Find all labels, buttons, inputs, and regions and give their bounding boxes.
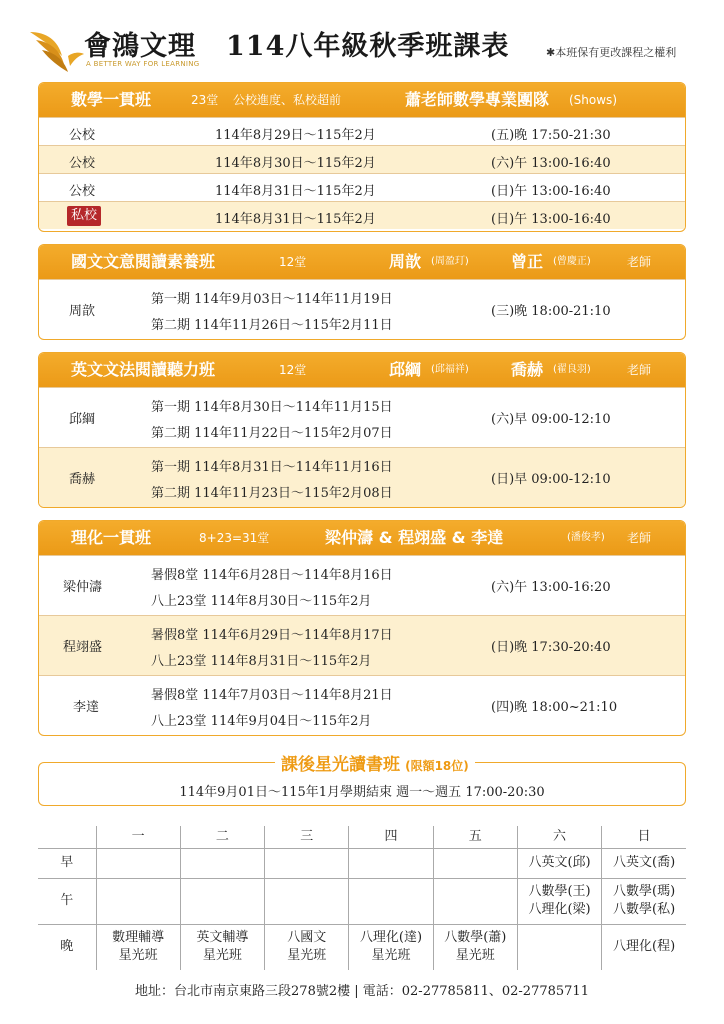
page-title: 114八年級秋季班課表 [226, 31, 510, 62]
class-time: (六)午 13:00-16:40 [491, 156, 611, 171]
course-line: 數理輔導 [112, 930, 165, 946]
class-time: (五)晚 17:50-21:30 [491, 128, 611, 143]
schedule-row [39, 447, 685, 507]
teacher-name: 喬赫 [511, 360, 544, 379]
teacher-name: 邱綱 [389, 360, 422, 379]
date-range: 114年8月31日～115年2月 [215, 212, 376, 227]
course-line: 八理化(梁) [528, 902, 591, 917]
science-class-header [39, 521, 685, 555]
period-2: 八上23堂 114年8月30日～115年2月 [151, 594, 372, 609]
class-name: 數學一貫班 [71, 90, 152, 109]
math-class-header [39, 83, 685, 117]
grid-cell [517, 848, 601, 878]
course-line: 英文輔導 [196, 930, 249, 946]
schedule-row [39, 675, 685, 735]
teacher-name: 邱綱 [69, 412, 96, 427]
teacher-real-name: (邱福祥) [431, 364, 469, 375]
teacher-suffix: 老師 [627, 531, 652, 545]
period-1: 暑假8堂 114年6月29日～114年8月17日 [151, 628, 393, 643]
period-1: 第一期 114年8月30日～114年11月15日 [151, 400, 393, 415]
teacher-name: 喬赫 [69, 472, 96, 487]
schedule-row [39, 279, 685, 339]
grid-cell [517, 924, 601, 970]
evening-row [38, 924, 686, 970]
day-header: 五 [433, 826, 517, 848]
english-class-box [38, 352, 686, 508]
class-time: (日)早 09:00-12:10 [491, 472, 611, 487]
class-sessions: 12堂 [279, 363, 307, 377]
schedule-row [39, 555, 685, 615]
grid-cell [180, 924, 264, 970]
weekly-timetable [38, 826, 686, 970]
day-header: 三 [265, 826, 349, 848]
grid-cell [517, 878, 601, 924]
class-time: (三)晚 18:00-21:10 [491, 304, 611, 319]
study-hall-heading [275, 750, 475, 775]
period-1: 第一期 114年8月31日～114年11月16日 [151, 460, 393, 475]
class-time: (日)午 13:00-16:40 [491, 184, 611, 199]
slot-label: 午 [38, 878, 96, 924]
class-time: (日)晚 17:30-20:40 [491, 640, 611, 655]
contact-address: 地址：台北市南京東路三段278號2樓 | 電話：02-27785811、02-27785711 [135, 984, 589, 999]
study-hall-title: 課後星光讀書班 [281, 755, 400, 775]
rights-notice: ✱本班保有更改課程之權利 [546, 46, 677, 59]
teacher-name: 曾正 [511, 252, 544, 271]
school-type: 公校 [69, 184, 96, 199]
course-line: 星光班 [371, 948, 411, 964]
grid-cell [349, 848, 433, 878]
grid-cell [602, 878, 686, 924]
class-name: 英文文法閱讀聽力班 [71, 360, 216, 379]
grid-cell [180, 878, 264, 924]
grid-cell [433, 848, 517, 878]
period-1: 暑假8堂 114年7月03日～114年8月21日 [151, 688, 393, 703]
course-line: 星光班 [202, 948, 242, 964]
period-1: 暑假8堂 114年6月28日～114年8月16日 [151, 568, 393, 583]
study-hall-limit: (限額18位) [405, 759, 469, 773]
course-line: 星光班 [455, 948, 495, 964]
class-time: (六)午 13:00-16:20 [491, 580, 611, 595]
grid-cell [96, 878, 180, 924]
day-header-row [38, 826, 686, 848]
logo-icon [28, 26, 84, 74]
grid-cell [349, 924, 433, 970]
school-type: 公校 [69, 156, 96, 171]
teacher-suffix: 老師 [627, 363, 652, 377]
date-range: 114年8月31日～115年2月 [215, 184, 376, 199]
course-line: 八理化(達) [359, 930, 423, 946]
period-1: 第一期 114年9月03日～114年11月19日 [151, 292, 393, 307]
teacher-real-name: (周盈玎) [431, 256, 469, 267]
grid-cell [180, 848, 264, 878]
teacher-name: 梁仲濤 [63, 580, 103, 595]
brand-tagline: A BETTER WAY FOR LEARNING [86, 60, 200, 68]
course-line: 八數學(私) [613, 902, 676, 917]
schedule-row [39, 615, 685, 675]
study-hall-schedule: 114年9月01日～115年1月學期結束 週一～週五 17:00-20:30 [179, 785, 545, 800]
day-header: 四 [349, 826, 433, 848]
class-time: (日)午 13:00-16:40 [491, 212, 611, 227]
science-class-box [38, 520, 686, 736]
day-header: 一 [96, 826, 180, 848]
grid-cell [96, 848, 180, 878]
schedule-row [39, 387, 685, 447]
afternoon-row [38, 878, 686, 924]
grid-cell [96, 924, 180, 970]
day-header: 六 [517, 826, 601, 848]
course-line: 八理化(程) [613, 939, 676, 955]
schedule-row [39, 145, 685, 173]
schedule-row [39, 117, 685, 145]
grid-cell [602, 848, 686, 878]
teacher-real-name: (翟良羽) [553, 364, 591, 375]
class-teacher-en: (Shows) [569, 93, 617, 107]
class-time: (四)晚 18:00~21:10 [491, 700, 618, 715]
page-header [0, 0, 724, 80]
teacher-real-name: (曾慶正) [553, 256, 591, 267]
course-line: 星光班 [118, 948, 158, 964]
study-hall-box [38, 755, 686, 806]
morning-row [38, 848, 686, 878]
course-line: 八數學(王) [528, 884, 591, 899]
period-2: 八上23堂 114年8月31日～115年2月 [151, 654, 372, 669]
class-sessions: 23堂 [191, 93, 219, 107]
chinese-class-box [38, 244, 686, 340]
date-range: 114年8月29日～115年2月 [215, 128, 376, 143]
day-header: 二 [180, 826, 264, 848]
brand-name: 會鴻文理 [84, 31, 196, 62]
class-teachers: 梁仲濤 & 程翊盛 & 李達 [325, 528, 504, 547]
class-name: 理化一貫班 [71, 528, 152, 547]
schedule-row [39, 201, 685, 229]
teacher-suffix: 老師 [627, 255, 652, 269]
course-line: 八國文 [287, 930, 327, 946]
grid-cell [349, 878, 433, 924]
course-line: 八數學(蕭) [444, 930, 507, 946]
school-type: 公校 [69, 128, 96, 143]
period-2: 第二期 114年11月22日～115年2月07日 [151, 426, 393, 441]
class-sessions: 12堂 [279, 255, 307, 269]
class-name: 國文文意閱讀素養班 [71, 252, 216, 271]
grid-cell [433, 878, 517, 924]
date-range: 114年8月30日～115年2月 [215, 156, 376, 171]
teacher-name: 周歆 [389, 252, 422, 271]
period-2: 第二期 114年11月26日～115年2月11日 [151, 318, 393, 333]
grid-cell [265, 924, 349, 970]
class-sessions: 8+23=31堂 [199, 531, 270, 545]
math-class-box [38, 82, 686, 232]
class-teacher: 蕭老師數學專業團隊 [405, 90, 550, 109]
slot-label: 早 [38, 848, 96, 878]
day-header: 日 [602, 826, 686, 848]
grid-cell [433, 924, 517, 970]
class-description: 公校進度、私校超前 [233, 93, 342, 107]
course-line: 八英文(喬) [613, 855, 676, 870]
chinese-class-header [39, 245, 685, 279]
course-line: 八數學(瑪) [613, 884, 676, 899]
corner-cell [38, 826, 96, 848]
teacher-name: 李達 [73, 700, 100, 715]
teacher-name: 周歆 [69, 304, 96, 319]
teacher-name: 程翊盛 [63, 640, 103, 655]
grid-cell [602, 924, 686, 970]
class-time: (六)早 09:00-12:10 [491, 412, 611, 427]
private-school-badge: 私校 [67, 206, 101, 226]
grid-cell [265, 848, 349, 878]
teacher-real-name: (潘俊孝) [567, 532, 605, 543]
period-2: 八上23堂 114年9月04日～115年2月 [151, 714, 372, 729]
slot-label: 晚 [38, 924, 96, 970]
course-line: 星光班 [287, 948, 327, 964]
course-line: 八英文(邱) [528, 855, 591, 870]
schedule-row [39, 173, 685, 201]
english-class-header [39, 353, 685, 387]
grid-cell [265, 878, 349, 924]
period-2: 第二期 114年11月23日～115年2月08日 [151, 486, 393, 501]
